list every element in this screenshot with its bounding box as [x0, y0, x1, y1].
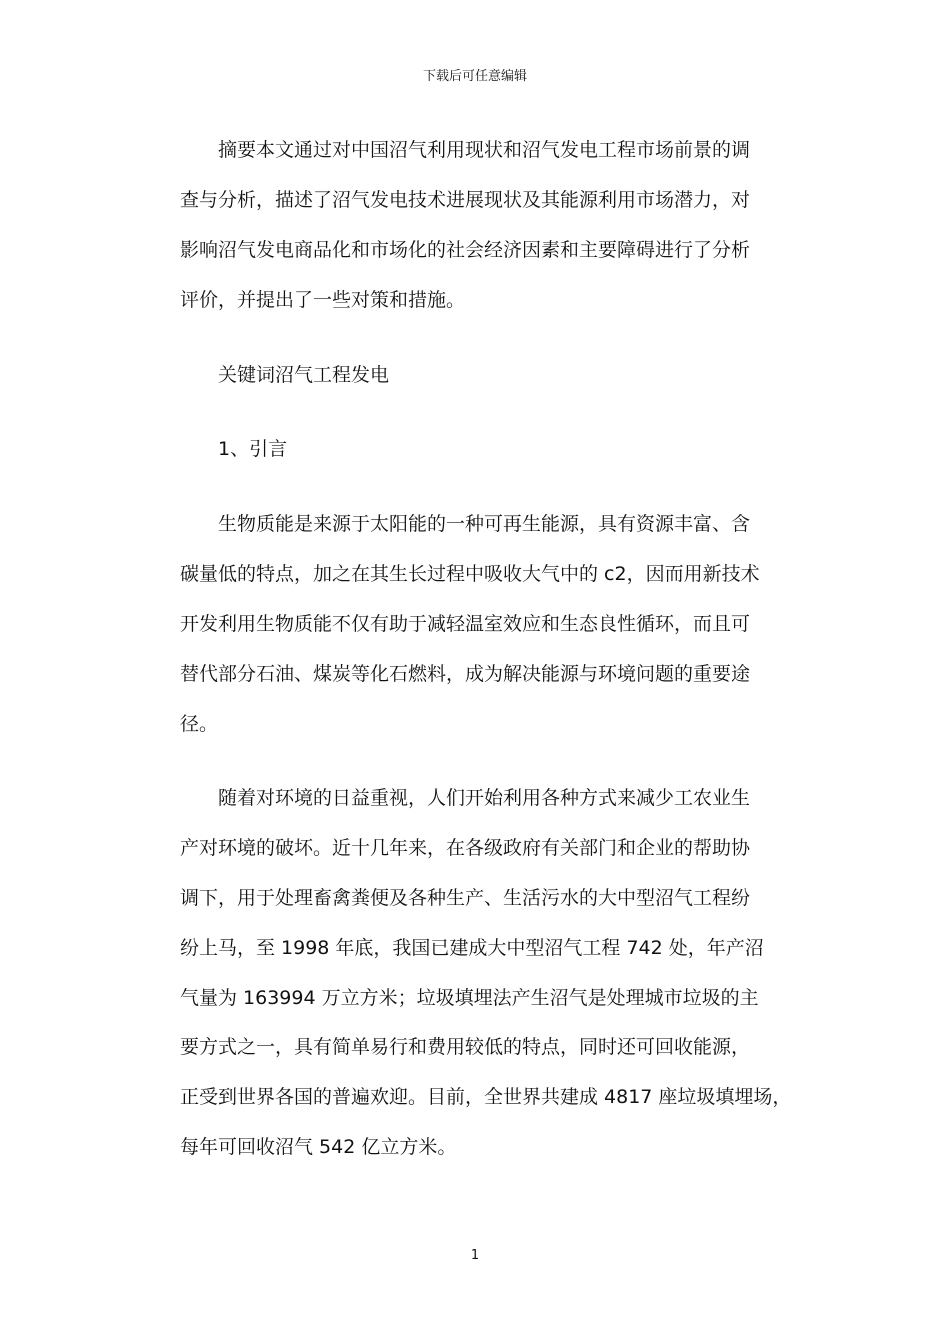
abstract-line-4: 评价，并提出了一些对策和措施。 [180, 289, 466, 311]
page-header: 下载后可任意编辑 [422, 69, 527, 84]
page-number: 1 [470, 1248, 480, 1263]
abstract-line-2: 查与分析，描述了沼气发电技术进展现状及其能源利用市场潜力，对 [180, 189, 751, 211]
intro-para-2-line-4: 纷上马，至 1998 年底，我国已建成大中型沼气工程 742 处，年产沼 [180, 937, 764, 959]
keywords-line: 关键词沼气工程发电 [218, 364, 390, 386]
intro-para-1-line-4: 替代部分石油、煤炭等化石燃料，成为解决能源与环境问题的重要途 [180, 663, 751, 685]
section-heading: 1、引言 [218, 438, 288, 460]
intro-para-2-line-6: 要方式之一，具有简单易行和费用较低的特点，同时还可回收能源， [180, 1036, 751, 1058]
intro-para-2-line-1: 随着对环境的日益重视，人们开始利用各种方式来减少工农业生 [218, 787, 751, 809]
intro-para-2-line-2: 产对环境的破坏。近十几年来，在各级政府有关部门和企业的帮助协 [180, 837, 751, 859]
intro-para-2-line-5: 气量为 163994 万立方米；垃圾填埋法产生沼气是处理城市垃圾的主 [180, 987, 759, 1009]
intro-para-1-line-2: 碳量低的特点，加之在其生长过程中吸收大气中的 c2，因而用新技术 [180, 563, 760, 585]
abstract-line-1: 摘要本文通过对中国沼气利用现状和沼气发电工程市场前景的调 [218, 139, 751, 161]
intro-para-1-line-3: 开发利用生物质能不仅有助于减轻温室效应和生态良性循环，而且可 [180, 613, 751, 635]
intro-para-2-line-7: 正受到世界各国的普遍欢迎。目前，全世界共建成 4817 座垃圾填埋场， [180, 1086, 792, 1108]
intro-para-2-line-3: 调下，用于处理畜禽粪便及各种生产、生活污水的大中型沼气工程纷 [180, 887, 751, 909]
intro-para-1-line-5: 径。 [180, 713, 219, 735]
intro-para-1-line-1: 生物质能是来源于太阳能的一种可再生能源，具有资源丰富、含 [218, 513, 751, 535]
intro-para-2-line-8: 每年可回收沼气 542 亿立方米。 [180, 1136, 457, 1158]
abstract-line-3: 影响沼气发电商品化和市场化的社会经济因素和主要障碍进行了分析 [180, 239, 751, 261]
